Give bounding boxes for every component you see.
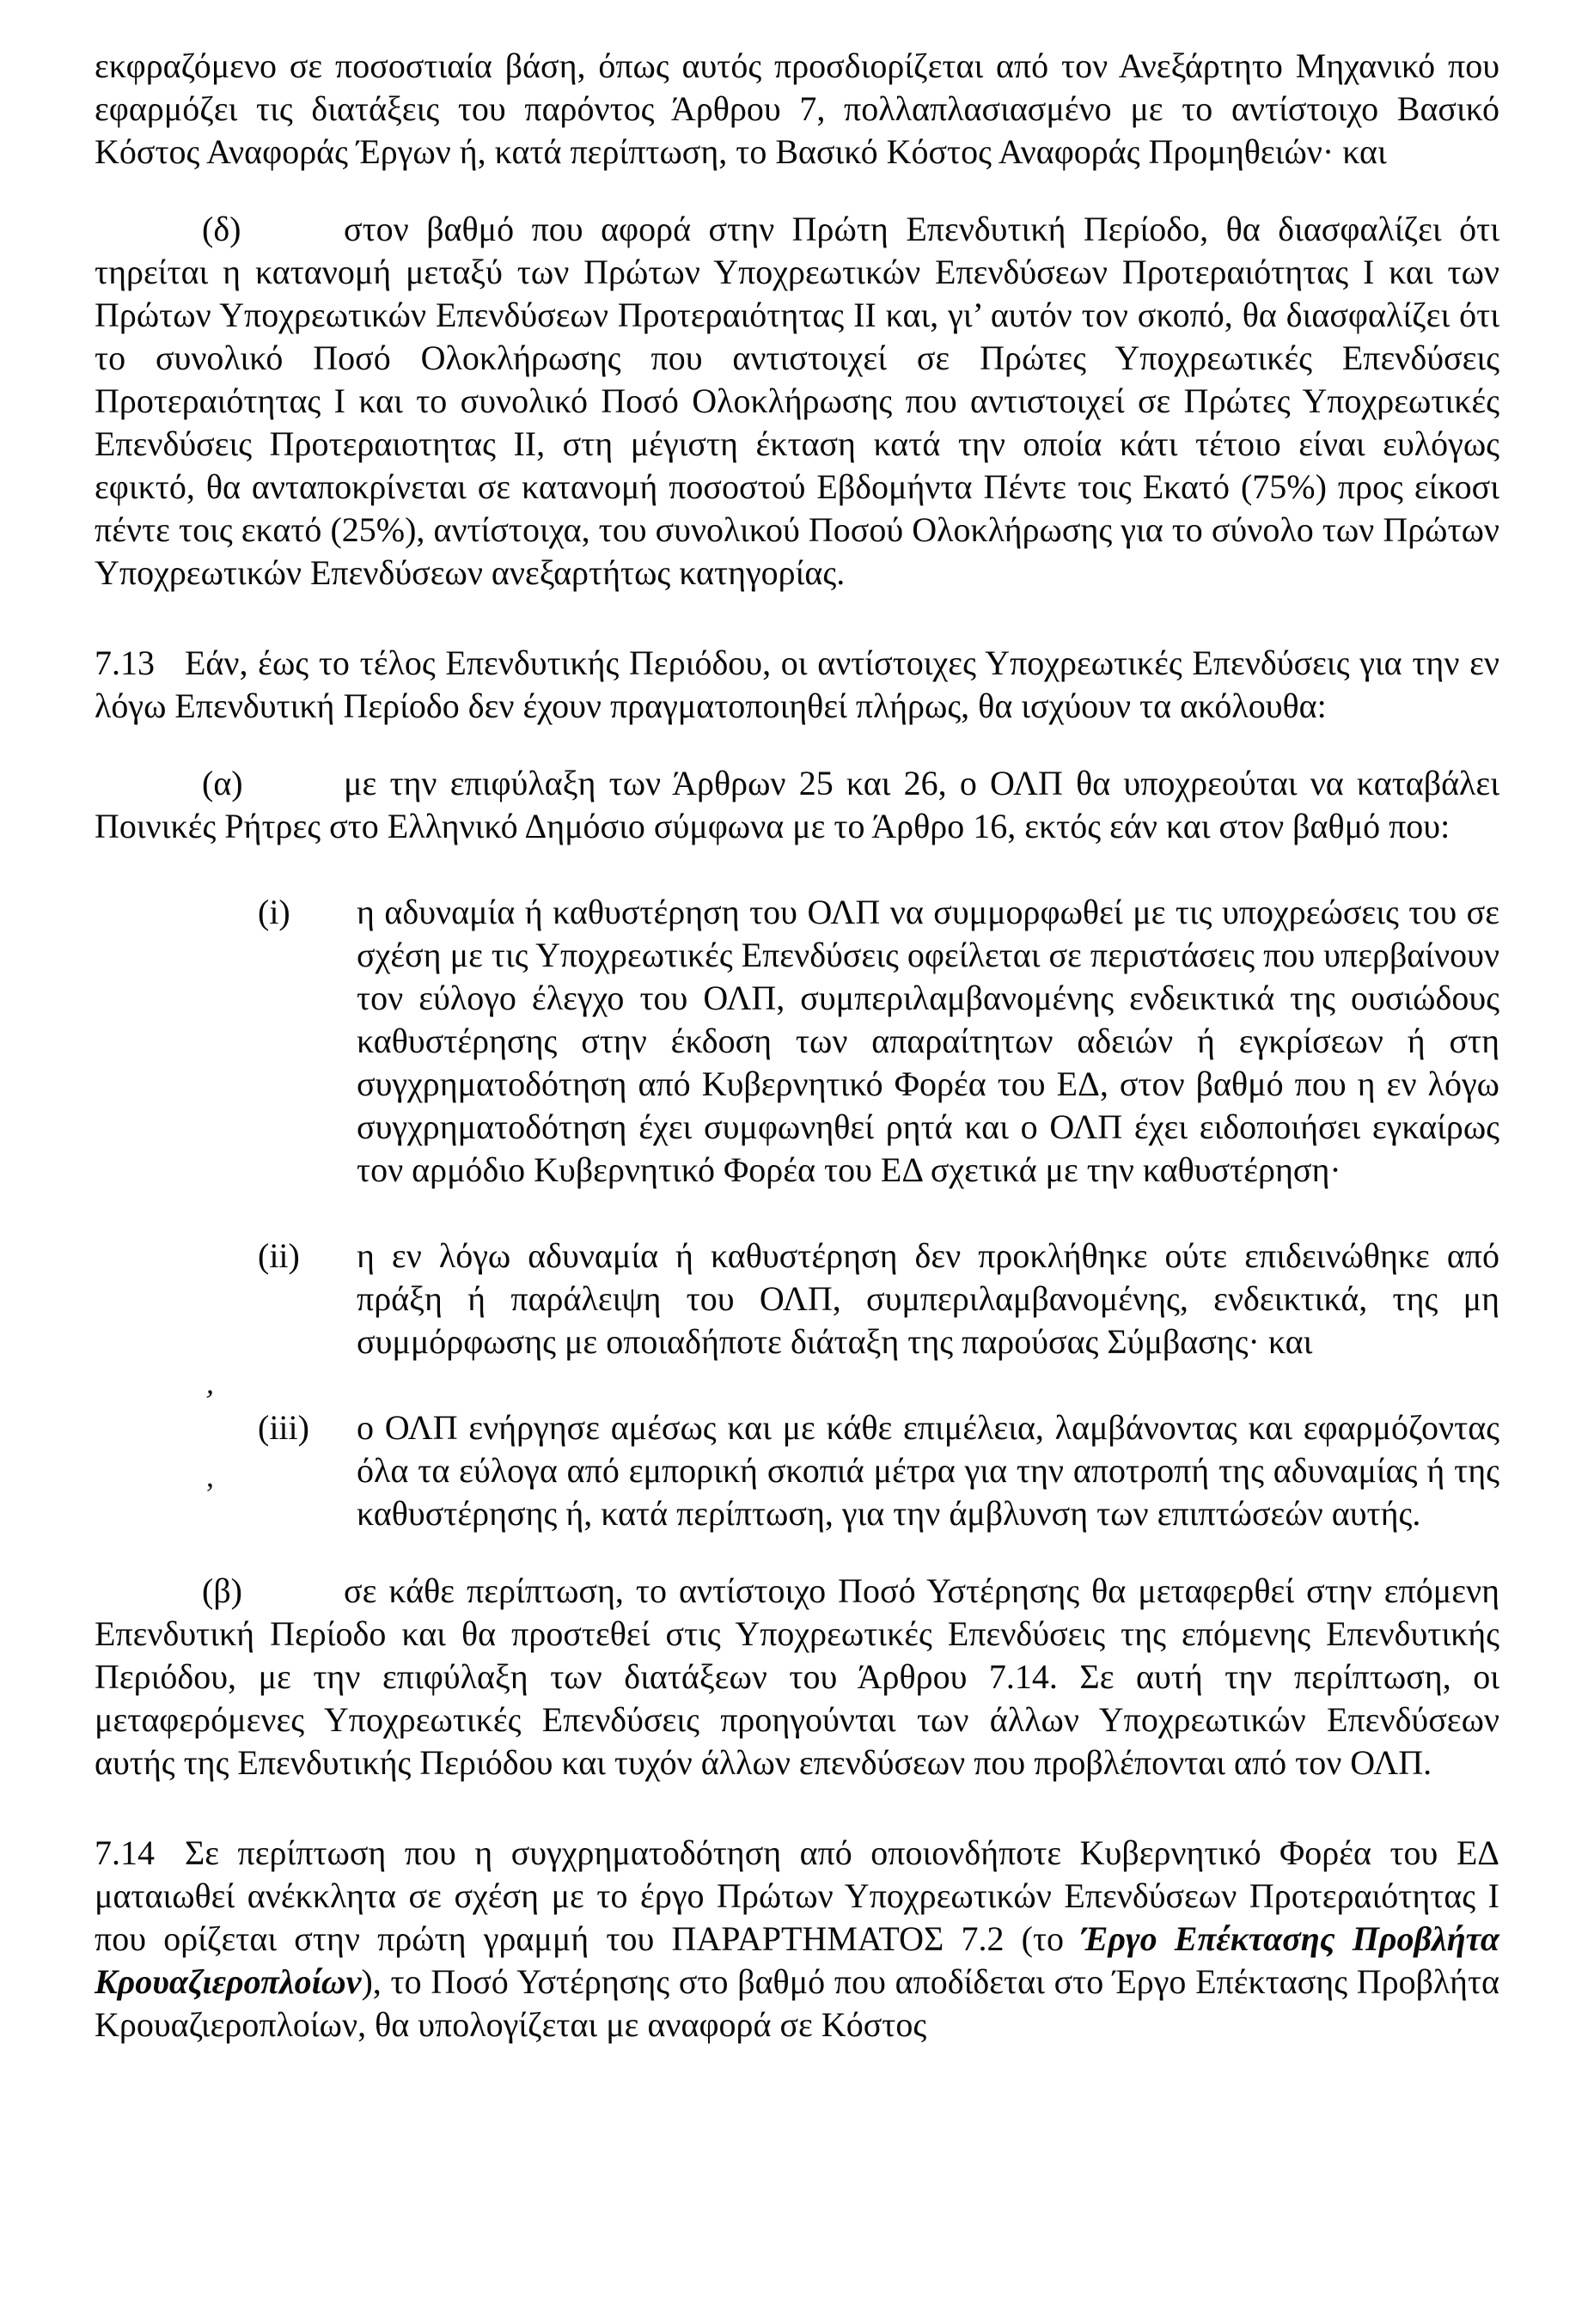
clause-delta-marker: (δ) [202, 210, 241, 248]
section-7-14-text-after: ), το Ποσό Υστέρησης στο βαθμό που αποδίδεται στο Έργο Επέκτασης Προβλήτα Κρουαζιεροπλοίων, θα υπολογίζεται με αναφορά σε Κόστος [95, 1962, 1499, 2044]
section-7-14 [95, 1832, 1499, 2046]
item-iii-marker: (iii) [258, 1408, 309, 1447]
item-i-marker: (i) [258, 893, 290, 931]
item-iii [258, 1406, 1499, 1535]
item-ii-marker: (ii) [258, 1236, 300, 1275]
defined-term-cruise-pier-extension-project: Έργο Επέκτασης Προβλήτα Κρουαζιεροπλοίων [95, 1919, 1499, 2001]
section-7-13-number: 7.13 [95, 644, 155, 682]
item-i-text: η αδυναμία ή καθυστέρηση του ΟΛΠ να συμμορφωθεί με τις υποχρεώσεις του σε σχέση με τις Υποχρεωτικές Επενδύσεις οφείλεται σε περιστάσεις που υπερβαίνουν τον εύλογο έλεγχο του ΟΛΠ, συμπεριλαμβανομένης ενδεικτικά της ουσιώδους καθυστέρησης στην έκδοση των απαραίτητων αδειών ή εγκρίσεων ή στη συγχρηματοδότηση από Κυβερνητικό Φορέα του ΕΔ, στον βαθμό που η εν λόγω συγχρηματοδότηση έχει συμφωνηθεί ρητά και ο ΟΛΠ έχει ειδοποιήσει εγκαίρως τον αρμόδιο Κυβερνητικό Φορέα του ΕΔ σχετικά με την καθυστέρηση· [357, 893, 1499, 1189]
scan-artifact-mark: ’ [201, 1382, 217, 1418]
paragraph-continued [95, 45, 1499, 174]
section-7-14-text-before: Σε περίπτωση που η συγχρηματοδότηση από οποιονδήποτε Κυβερνητικό Φορέα του ΕΔ ματαιωθεί ανέκκλητα σε σχέση με το έργο Πρώτων Υποχρεωτικών Επενδύσεων Προτεραιότητας I που ορίζεται στην πρώτη γραμμή του ΠΑΡΑΡΤΗΜΑΤΟΣ 7.2 (το [95, 1833, 1499, 1958]
clause-beta [95, 1570, 1499, 1784]
clause-beta-text: σε κάθε περίπτωση, το αντίστοιχο Ποσό Υστέρησης θα μεταφερθεί στην επόμενη Επενδυτική Περίοδο και θα προστεθεί στις Υποχρεωτικές Επενδύσεις της επόμενης Επενδυτικής Περιόδου, με την επιφύλαξη των διατάξεων του Άρθρου 7.14. Σε αυτή την περίπτωση, οι μεταφερόμενες Υποχρεωτικές Επενδύσεις προηγούνται των άλλων Υποχρεωτικών Επενδύσεων αυτής της Επενδυτικής Περιόδου και τυχόν άλλων επενδύσεων που προβλέπονται από τον ΟΛΠ. [95, 1571, 1499, 1782]
paragraph-continued-text: εκφραζόμενο σε ποσοστιαία βάση, όπως αυτός προσδιορίζεται από τον Ανεξάρτητο Μηχανικό που εφαρμόζει τις διατάξεις του παρόντος Άρθρου 7, πολλαπλασιασμένο με το αντίστοιχο Βασικό Κόστος Αναφοράς Έργων ή, κατά περίπτωση, το Βασικό Κόστος Αναφοράς Προμηθειών· και [95, 46, 1499, 171]
item-ii [258, 1235, 1499, 1363]
section-7-13-text: Εάν, έως το τέλος Επενδυτικής Περιόδου, οι αντίστοιχες Υποχρεωτικές Επενδύσεις για την εν λόγω Επενδυτική Περίοδο δεν έχουν πραγματοποιηθεί πλήρως, θα ισχύουν τα ακόλουθα: [95, 644, 1499, 725]
clause-delta [95, 208, 1499, 595]
clause-alpha-marker: (α) [202, 764, 243, 802]
item-i [258, 891, 1499, 1192]
clause-alpha-text: με την επιφύλαξη των Άρθρων 25 και 26, ο ΟΛΠ θα υποχρεούται να καταβάλει Ποινικές Ρήτρες στο Ελληνικό Δημόσιο σύμφωνα με το Άρθρο 16, εκτός εάν και στον βαθμό που: [95, 764, 1499, 845]
section-7-13 [95, 642, 1499, 728]
item-ii-text: η εν λόγω αδυναμία ή καθυστέρηση δεν προκλήθηκε ούτε επιδεινώθηκε από πράξη ή παράλειψη του ΟΛΠ, συμπεριλαμβανομένης, ενδεικτικά, της μη συμμόρφωσης με οποιαδήποτε διάταξη της παρούσας Σύμβασης· και [357, 1236, 1499, 1361]
clause-beta-marker: (β) [202, 1571, 242, 1610]
item-iii-text: ο ΟΛΠ ενήργησε αμέσως και με κάθε επιμέλεια, λαμβάνοντας και εφαρμόζοντας όλα τα εύλογα από εμπορική σκοπιά μέτρα για την αποτροπή της αδυναμίας ή της καθυστέρησης ή, κατά περίπτωση, για την άμβλυνση των επιπτώσεών αυτής. [357, 1408, 1499, 1533]
clause-alpha [95, 762, 1499, 848]
section-7-14-number: 7.14 [95, 1833, 155, 1872]
clause-delta-text: στον βαθμό που αφορά στην Πρώτη Επενδυτική Περίοδο, θα διασφαλίζει ότι τηρείται η κατανομή μεταξύ των Πρώτων Υποχρεωτικών Επενδύσεων Προτεραιότητας I και των Πρώτων Υποχρεωτικών Επενδύσεων Προτεραιότητας II και, γι’ αυτόν τον σκοπό, θα διασφαλίζει ότι το συνολικό Ποσό Ολοκλήρωσης που αντιστοιχεί σε Πρώτες Υποχρεωτικές Επενδύσεις Προτεραιότητας I και το συνολικό Ποσό Ολοκλήρωσης που αντιστοιχεί σε Πρώτες Υποχρεωτικές Επενδύσεις Προτεραιοτητας II, στη μέγιστη έκταση κατά την οποία κάτι τέτοιο είναι ευλόγως εφικτό, θα ανταποκρίνεται σε κατανομή ποσοστού Εβδομήντα Πέντε τοις Εκατό (75%) προς είκοσι πέντε τοις εκατό (25%), αντίστοιχα, του συνολικού Ποσού Ολοκλήρωσης για το σύνολο των Πρώτων Υποχρεωτικών Επενδύσεων ανεξαρτήτως κατηγορίας. [95, 210, 1499, 592]
scan-artifact-mark: , [206, 1459, 214, 1493]
